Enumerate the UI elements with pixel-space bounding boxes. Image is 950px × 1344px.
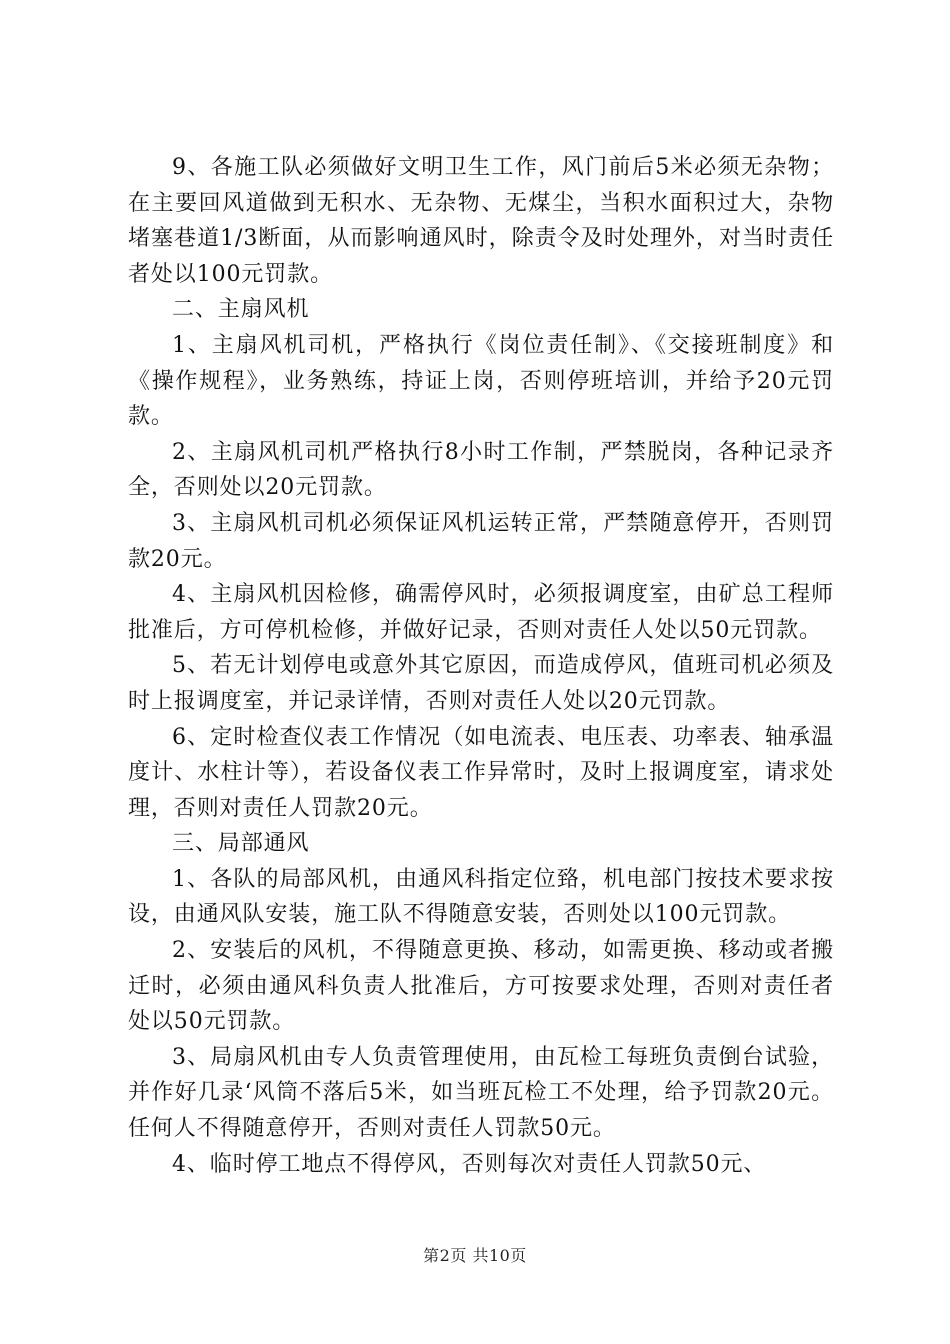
section-heading-main-fan: 二、主扇风机	[172, 297, 310, 323]
paragraph-main-fan-3: 3、主扇风机司机必须保证风机运转正常，严禁随意停开，否则罚款20元。	[128, 510, 834, 572]
document-body	[128, 150, 834, 1182]
paragraph-main-fan-4: 4、主扇风机因检修，确需停风时，必须报调度室，由矿总工程师批准后，方可停机检修，并做好记录，否则对责任人处以50元罚款。	[128, 582, 834, 643]
section-heading-local-ventilation: 三、局部通风	[172, 831, 310, 857]
paragraph-main-fan-5: 5、若无计划停电或意外其它原因，而造成停风，值班司机必须及时上报调度室，并记录详情，否则对责任人处以20元罚款。	[128, 653, 834, 714]
paragraph-local-ventilation-4: 4、临时停工地点不得停风，否则每次对责任人罚款50元、	[172, 1151, 767, 1177]
paragraph-local-ventilation-1: 1、各队的局部风机，由通风科指定位臵，机电部门按技术要求按设，由通风队安装，施工队不得随意安装，否则处以100元罚款。	[128, 866, 834, 928]
paragraph-local-ventilation-2: 2、安装后的风机，不得随意更换、移动，如需更换、移动或者搬迁时，必须由通风科负责人批准后，方可按要求处理，否则对责任者处以50元罚款。	[128, 938, 834, 1035]
paragraph-local-ventilation-3: 3、局扇风机由专人负责管理使用，由瓦检工每班负责倒台试验，并作好几录‘风筒不落后5米，如当班瓦检工不处理，给予罚款20元。任何人不得随意停开，否则对责任人罚款50元。	[128, 1044, 834, 1142]
paragraph-main-fan-6: 6、定时检查仪表工作情况（如电流表、电压表、功率表、轴承温度计、水柱计等），若设备仪表工作异常时，及时上报调度室，请求处理，否则对责任人罚款20元。	[128, 724, 834, 821]
paragraph-main-fan-2: 2、主扇风机司机严格执行8小时工作制，严禁脱岗，各种记录齐全，否则处以20元罚款。	[128, 439, 834, 501]
paragraph-rule-9: 9、各施工队必须做好文明卫生工作，风门前后5米必须无杂物；在主要回风道做到无积水、无杂物、无煤尘，当积水面积过大，杂物堵塞巷道1/3断面，从而影响通风时，除责令及时处理外，对当时责任者处以100元罚款。	[128, 155, 834, 287]
paragraph-main-fan-1: 1、主扇风机司机，严格执行《岗位责任制》、《交接班制度》和《操作规程》，业务熟练，持证上岗，否则停班培训，并给予20元罚款。	[128, 332, 834, 430]
page-number-footer: 第2页 共10页	[423, 1246, 527, 1265]
